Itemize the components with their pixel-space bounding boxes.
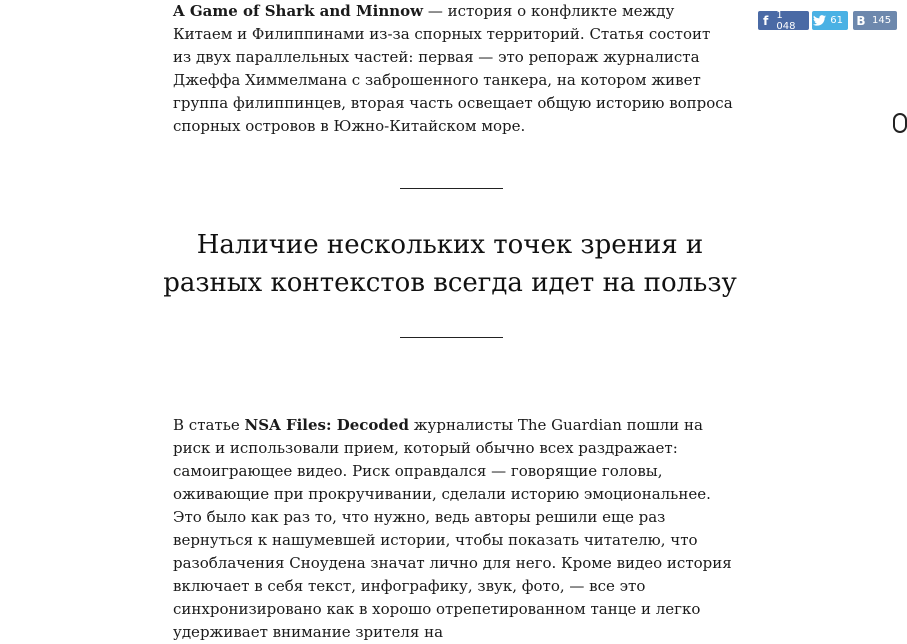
body-text: журналисты The Guardian пошли на риск и использовали прием, который обычно всех раздражает: самоиграющее видео. Риск оправдался — говорящие головы, оживающие при прокручивании, сделали историю эмоциональнее. Это было как раз то, что нужно, ведь авторы решили еще раз вернуться к нашумевшей истории, чтобы показать читателю, что разоблачения Сноудена значат лично для него. Кроме видео история включает в себя текст, инфографику, звук, фото, — все это синхронизировано как в хорошо отрепетированном танце и легко удерживает внимание зрителя на	[173, 416, 732, 641]
divider-top	[400, 188, 503, 189]
vk-share-button[interactable]	[853, 11, 897, 30]
twitter-share-button[interactable]	[812, 11, 848, 30]
twitter-bird-icon	[812, 11, 827, 30]
twitter-share-count: 61	[830, 15, 843, 26]
facebook-share-button[interactable]	[758, 11, 809, 30]
body-article-title[interactable]: NSA Files: Decoded	[244, 416, 409, 434]
intro-text: — история о конфликте между Китаем и Филиппинами из-за спорных территорий. Статья состоит из двух параллельных частей: первая — это репораж журналиста Джеффа Химмелмана с заброшенного танкера, на котором живет группа филиппинцев, вторая часть освещает общую историю вопроса спорных островов в Южно-Китайском море.	[173, 2, 733, 135]
pull-quote: Наличие нескольких точек зрения и разных контекстов всегда идет на пользу	[163, 230, 737, 298]
body-lead: В статье	[173, 416, 245, 434]
facebook-icon: f	[763, 13, 769, 28]
facebook-share-count: 1 048	[776, 9, 796, 32]
body-paragraph	[173, 414, 733, 644]
vk-icon: В	[856, 13, 866, 28]
share-bar	[758, 11, 897, 30]
intro-article-title[interactable]: A Game of Shark and Minnow	[173, 2, 424, 20]
divider-bottom	[400, 337, 503, 338]
intro-paragraph	[173, 0, 733, 138]
vk-share-count: 145	[872, 15, 892, 26]
scroll-indicator-icon	[893, 113, 907, 133]
